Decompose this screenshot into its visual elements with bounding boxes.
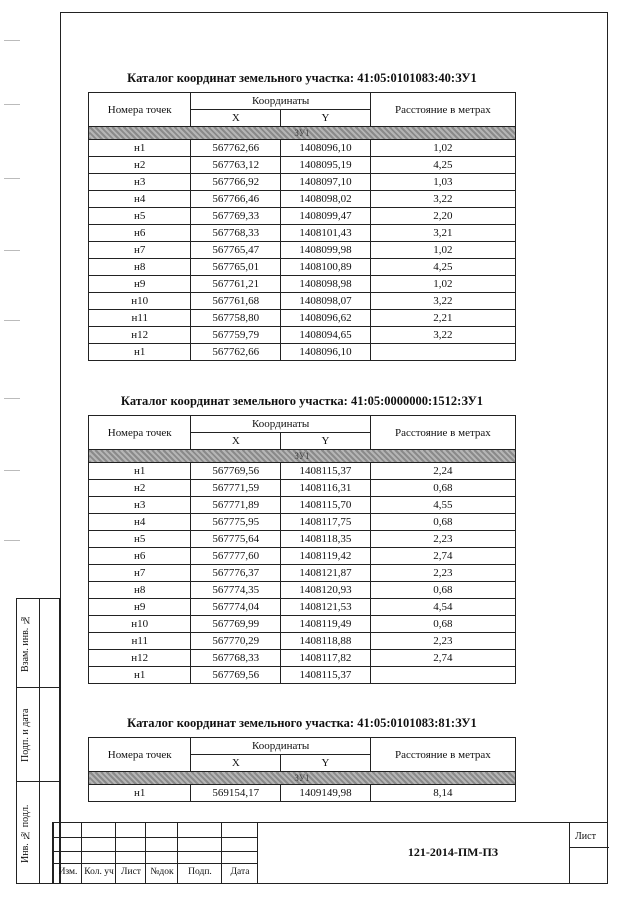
point-cell: н7 bbox=[89, 242, 191, 259]
x-cell: 567768,33 bbox=[191, 225, 281, 242]
y-cell: 1408121,87 bbox=[281, 565, 371, 582]
distance-cell bbox=[370, 344, 515, 361]
x-cell: 567758,80 bbox=[191, 310, 281, 327]
y-cell: 1408096,62 bbox=[281, 310, 371, 327]
point-cell: н7 bbox=[89, 565, 191, 582]
y-cell: 1408099,47 bbox=[281, 208, 371, 225]
distance-cell: 4,55 bbox=[370, 497, 515, 514]
distance-cell: 1,03 bbox=[370, 174, 515, 191]
table-row bbox=[89, 191, 516, 208]
y-cell: 1408115,70 bbox=[281, 497, 371, 514]
point-cell: н6 bbox=[89, 548, 191, 565]
table-row bbox=[89, 242, 516, 259]
point-cell: н4 bbox=[89, 191, 191, 208]
y-cell: 1408121,53 bbox=[281, 599, 371, 616]
coordinates-table bbox=[88, 737, 516, 802]
header-x: X bbox=[191, 110, 281, 127]
y-cell: 1408099,98 bbox=[281, 242, 371, 259]
distance-cell: 2,21 bbox=[370, 310, 515, 327]
point-cell: н11 bbox=[89, 310, 191, 327]
x-cell: 567759,79 bbox=[191, 327, 281, 344]
table-row bbox=[89, 582, 516, 599]
catalog-2 bbox=[88, 394, 516, 684]
parcel-subheader: ЗУ1 bbox=[89, 450, 516, 463]
x-cell: 567769,99 bbox=[191, 616, 281, 633]
y-cell: 1408098,98 bbox=[281, 276, 371, 293]
table-row bbox=[89, 785, 516, 802]
coordinates-table bbox=[88, 415, 516, 684]
point-cell: н5 bbox=[89, 531, 191, 548]
point-cell: н8 bbox=[89, 259, 191, 276]
point-cell: н3 bbox=[89, 174, 191, 191]
header-points: Номера точек bbox=[89, 738, 191, 772]
table-row bbox=[89, 344, 516, 361]
distance-cell: 3,21 bbox=[370, 225, 515, 242]
stamp-col-ndok: №док bbox=[150, 867, 174, 877]
point-cell: н10 bbox=[89, 293, 191, 310]
x-cell: 567766,46 bbox=[191, 191, 281, 208]
table-row bbox=[89, 293, 516, 310]
y-cell: 1408117,75 bbox=[281, 514, 371, 531]
x-cell: 567768,33 bbox=[191, 650, 281, 667]
sheet-label: Лист bbox=[575, 831, 596, 842]
y-cell: 1408098,02 bbox=[281, 191, 371, 208]
y-cell: 1408118,88 bbox=[281, 633, 371, 650]
x-cell: 567775,95 bbox=[191, 514, 281, 531]
point-cell: н8 bbox=[89, 582, 191, 599]
header-y: Y bbox=[281, 755, 371, 772]
table-row bbox=[89, 548, 516, 565]
x-cell: 567774,04 bbox=[191, 599, 281, 616]
table-row bbox=[89, 599, 516, 616]
distance-cell: 1,02 bbox=[370, 242, 515, 259]
table-row bbox=[89, 310, 516, 327]
catalog-title: Каталог координат земельного участка: 41:05:0101083:81:ЗУ1 bbox=[127, 716, 477, 730]
x-cell: 567777,60 bbox=[191, 548, 281, 565]
document-number: 121-2014-ПМ-ПЗ bbox=[407, 845, 499, 859]
x-cell: 567763,12 bbox=[191, 157, 281, 174]
parcel-subheader: ЗУ1 bbox=[89, 772, 516, 785]
y-cell: 1408116,31 bbox=[281, 480, 371, 497]
stamp-col-data: Дата bbox=[230, 867, 250, 877]
distance-cell: 0,68 bbox=[370, 514, 515, 531]
y-cell: 1408117,82 bbox=[281, 650, 371, 667]
table-row bbox=[89, 225, 516, 242]
distance-cell: 4,25 bbox=[370, 259, 515, 276]
margin-marks bbox=[0, 0, 40, 600]
table-row bbox=[89, 208, 516, 225]
y-cell: 1408101,43 bbox=[281, 225, 371, 242]
x-cell: 567769,33 bbox=[191, 208, 281, 225]
point-cell: н4 bbox=[89, 514, 191, 531]
point-cell: н1 bbox=[89, 140, 191, 157]
x-cell: 567765,01 bbox=[191, 259, 281, 276]
distance-cell: 2,23 bbox=[370, 565, 515, 582]
table-row bbox=[89, 514, 516, 531]
table-row bbox=[89, 565, 516, 582]
header-y: Y bbox=[281, 433, 371, 450]
stamp-col-kol: Кол. уч bbox=[84, 867, 114, 877]
table-row bbox=[89, 667, 516, 684]
table-row bbox=[89, 157, 516, 174]
title-block bbox=[52, 822, 608, 884]
distance-cell: 3,22 bbox=[370, 293, 515, 310]
table-row bbox=[89, 174, 516, 191]
point-cell: н9 bbox=[89, 599, 191, 616]
y-cell: 1408095,19 bbox=[281, 157, 371, 174]
table-row bbox=[89, 140, 516, 157]
point-cell: н2 bbox=[89, 157, 191, 174]
table-row bbox=[89, 480, 516, 497]
x-cell: 567775,64 bbox=[191, 531, 281, 548]
header-x: X bbox=[191, 755, 281, 772]
distance-cell: 8,14 bbox=[370, 785, 515, 802]
distance-cell bbox=[370, 667, 515, 684]
y-cell: 1408118,35 bbox=[281, 531, 371, 548]
x-cell: 567766,92 bbox=[191, 174, 281, 191]
point-cell: н5 bbox=[89, 208, 191, 225]
point-cell: н12 bbox=[89, 327, 191, 344]
x-cell: 569154,17 bbox=[191, 785, 281, 802]
side-label-podp: Подп. и дата bbox=[20, 708, 31, 762]
x-cell: 567771,89 bbox=[191, 497, 281, 514]
distance-cell: 2,23 bbox=[370, 633, 515, 650]
y-cell: 1408119,42 bbox=[281, 548, 371, 565]
header-coords: Координаты bbox=[191, 93, 370, 110]
x-cell: 567769,56 bbox=[191, 463, 281, 480]
parcel-subheader: ЗУ1 bbox=[89, 127, 516, 140]
table-row bbox=[89, 616, 516, 633]
header-x: X bbox=[191, 433, 281, 450]
header-coords: Координаты bbox=[191, 738, 370, 755]
distance-cell: 4,54 bbox=[370, 599, 515, 616]
point-cell: н10 bbox=[89, 616, 191, 633]
header-points: Номера точек bbox=[89, 93, 191, 127]
distance-cell: 2,23 bbox=[370, 531, 515, 548]
point-cell: н1 bbox=[89, 344, 191, 361]
x-cell: 567761,68 bbox=[191, 293, 281, 310]
header-distance: Расстояние в метрах bbox=[370, 93, 515, 127]
y-cell: 1408096,10 bbox=[281, 344, 371, 361]
distance-cell: 2,74 bbox=[370, 650, 515, 667]
y-cell: 1408097,10 bbox=[281, 174, 371, 191]
distance-cell: 0,68 bbox=[370, 582, 515, 599]
x-cell: 567769,56 bbox=[191, 667, 281, 684]
table-row bbox=[89, 633, 516, 650]
y-cell: 1408100,89 bbox=[281, 259, 371, 276]
point-cell: н12 bbox=[89, 650, 191, 667]
distance-cell: 3,22 bbox=[370, 191, 515, 208]
table-row bbox=[89, 531, 516, 548]
header-distance: Расстояние в метрах bbox=[370, 416, 515, 450]
y-cell: 1408115,37 bbox=[281, 667, 371, 684]
header-points: Номера точек bbox=[89, 416, 191, 450]
table-row bbox=[89, 276, 516, 293]
point-cell: н1 bbox=[89, 667, 191, 684]
distance-cell: 2,74 bbox=[370, 548, 515, 565]
point-cell: н6 bbox=[89, 225, 191, 242]
catalog-1 bbox=[88, 71, 516, 361]
catalog-title: Каталог координат земельного участка: 41:05:0101083:40:ЗУ1 bbox=[127, 71, 477, 85]
y-cell: 1408094,65 bbox=[281, 327, 371, 344]
point-cell: н2 bbox=[89, 480, 191, 497]
point-cell: н3 bbox=[89, 497, 191, 514]
point-cell: н9 bbox=[89, 276, 191, 293]
x-cell: 567771,59 bbox=[191, 480, 281, 497]
x-cell: 567774,35 bbox=[191, 582, 281, 599]
point-cell: н1 bbox=[89, 463, 191, 480]
x-cell: 567762,66 bbox=[191, 344, 281, 361]
x-cell: 567761,21 bbox=[191, 276, 281, 293]
catalog-title: Каталог координат земельного участка: 41:05:0000000:1512:ЗУ1 bbox=[120, 394, 484, 408]
distance-cell: 2,24 bbox=[370, 463, 515, 480]
x-cell: 567776,37 bbox=[191, 565, 281, 582]
header-coords: Координаты bbox=[191, 416, 370, 433]
point-cell: н1 bbox=[89, 785, 191, 802]
header-y: Y bbox=[281, 110, 371, 127]
side-label-inv: Инв. № подл. bbox=[20, 804, 31, 864]
distance-cell: 1,02 bbox=[370, 140, 515, 157]
distance-cell: 0,68 bbox=[370, 616, 515, 633]
y-cell: 1408096,10 bbox=[281, 140, 371, 157]
side-label-vzam: Взам. инв. № bbox=[20, 614, 31, 672]
table-row bbox=[89, 497, 516, 514]
distance-cell: 3,22 bbox=[370, 327, 515, 344]
y-cell: 1409149,98 bbox=[281, 785, 371, 802]
distance-cell: 1,02 bbox=[370, 276, 515, 293]
y-cell: 1408098,07 bbox=[281, 293, 371, 310]
coordinates-table bbox=[88, 92, 516, 361]
distance-cell: 2,20 bbox=[370, 208, 515, 225]
catalog-3 bbox=[88, 716, 516, 802]
stamp-col-izm: Изм. bbox=[58, 867, 78, 877]
point-cell: н11 bbox=[89, 633, 191, 650]
x-cell: 567762,66 bbox=[191, 140, 281, 157]
x-cell: 567765,47 bbox=[191, 242, 281, 259]
distance-cell: 4,25 bbox=[370, 157, 515, 174]
stamp-col-list: Лист bbox=[121, 867, 141, 877]
table-row bbox=[89, 650, 516, 667]
y-cell: 1408119,49 bbox=[281, 616, 371, 633]
stamp-col-podp: Подп. bbox=[188, 867, 212, 877]
table-row bbox=[89, 463, 516, 480]
header-distance: Расстояние в метрах bbox=[370, 738, 515, 772]
y-cell: 1408115,37 bbox=[281, 463, 371, 480]
x-cell: 567770,29 bbox=[191, 633, 281, 650]
table-row bbox=[89, 327, 516, 344]
distance-cell: 0,68 bbox=[370, 480, 515, 497]
table-row bbox=[89, 259, 516, 276]
y-cell: 1408120,93 bbox=[281, 582, 371, 599]
